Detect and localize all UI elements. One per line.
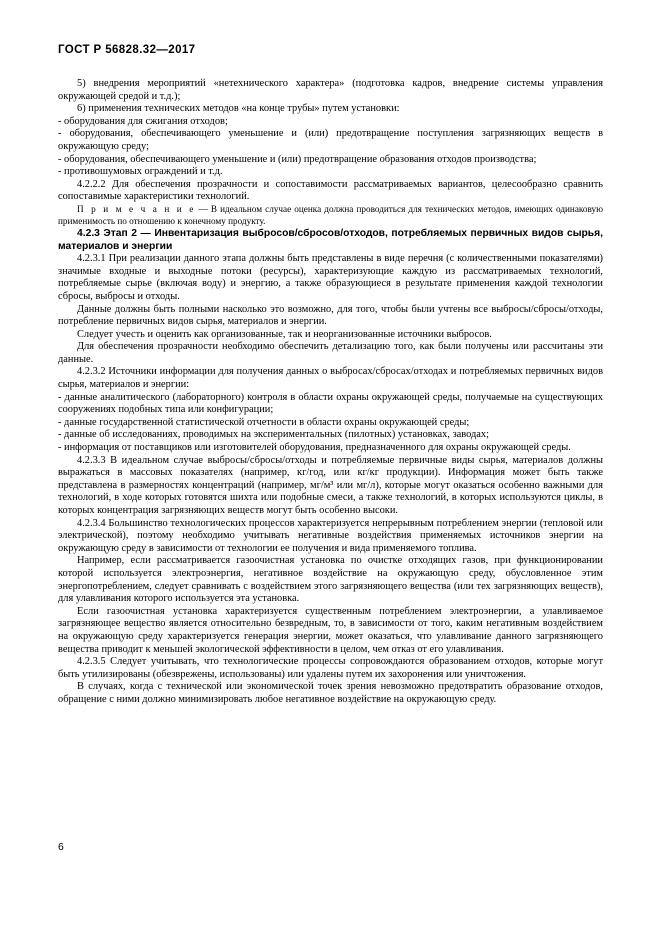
list-item: - оборудования для сжигания отходов;: [58, 115, 228, 127]
paragraph: Данные должны быть полными насколько это возможно, для того, чтобы были учтены все выбросы/сбросы/отходы, потребление первичных видов сырья, материалов и энергии.: [58, 303, 603, 328]
section-heading: 4.2.3 Этап 2 — Инвентаризация выбросов/сбросов/отходов, потребляемых первичных видов сырья, материалов и энергии: [58, 228, 603, 253]
paragraph: 6) применения технических методов «на конце трубы» путем установки:: [77, 103, 400, 115]
note-label: П р и м е ч а н и е: [77, 203, 196, 214]
list-item: - оборудования, обеспечивающего уменьшение и (или) предотвращение поступления загрязняющих веществ в окружающую среду;: [58, 128, 603, 152]
page-number: 6: [58, 841, 64, 853]
list-item: - данные государственной статистической отчетности в области охраны окружающей среды;: [58, 416, 470, 428]
list-item: - данные об исследованиях, проводимых на экспериментальных (пилотных) установках, заводах;: [58, 429, 489, 441]
paragraph: Если газоочистная установка характеризуется существенным потреблением электроэнергии, а улавливаемое загрязняющее вещество является относительно безвредным, то, в зависимости от того, каким негативным воздействием на окружающую среду характеризуется генерация энергии, может оказаться, что улавливание данного загрязняющего вещества приводит к меньшей экологической эффективности в целом, чем отказ от его улавливания.: [58, 605, 603, 655]
page-content: [58, 78, 603, 707]
page-header: ГОСТ Р 56828.32—2017: [58, 44, 196, 56]
list-item: - данные аналитического (лабораторного) контроля в области охраны окружающей среды, получаемые на существующих сооружениях подобных типа или конфигурации;: [58, 391, 603, 416]
paragraph: 4.2.3.5 Следует учитывать, что технологические процессы сопровождаются образованием отходов, которые могут быть утилизированы (обезврежены, использованы) или удалены путем их захоронения или уничтожения.: [58, 656, 603, 680]
paragraph: 4.2.3.1 При реализации данного этапа должны быть представлены в виде перечня (с количественными показателями) значимые входные и выходные потоки (ресурсы), характеризующие каждую из рассматриваемых технологий, потребляемые сырье (включая воду) и энергию, а также образующиеся в результате применения каждой технологии сбросы, выбросы и отходы.: [58, 253, 603, 302]
paragraph: 4.2.3.2 Источники информации для получения данных о выбросах/сбросах/отходах и потребляемых первичных видов сырья, материалов и энергии:: [58, 366, 603, 391]
paragraph: Для обеспечения прозрачности необходимо обеспечить детализацию того, как были получены или рассчитаны эти данные.: [58, 341, 603, 365]
paragraph: Например, если рассматривается газоочистная установка по очистке отходящих газов, при функционировании которой используется электроэнергия, негативное воздействие на окружающую среду, обусловленное этим энергопотреблением, следует сравнивать с воздействием этого загрязняющего вещества (или тех загрязняющих веществ), для улавливания которого используется эта установка.: [58, 555, 603, 605]
list-item: - оборудования, обеспечивающего уменьшение и (или) предотвращение образования отходов производства;: [58, 153, 537, 165]
paragraph: 4.2.3.3 В идеальном случае выбросы/сбросы/отходы и потребляемые первичные виды сырья, материалов должны выражаться в массовых показателях (например, кг/год, или кг/кг продукции). Информация может быть также представлена в размерностях концентраций (например, мг/м³ или мг/л), которые могут оказаться особенно важными для технологий, в ходе которых готовятся шихта или подобные смеси, а также технологий, в которых используются циклы, в которых концентрация загрязняющих веществ могут быть особенно высоки.: [58, 454, 603, 516]
paragraph: Следует учесть и оценить как организованные, так и неорганизованные источники выбросов.: [77, 328, 492, 340]
paragraph: 5) внедрения мероприятий «нетехнического характера» (подготовка кадров, внедрение системы управления окружающей средой и т.д.);: [58, 78, 603, 102]
paragraph: 4.2.2.2 Для обеспечения прозрачности и сопоставимости рассматриваемых вариантов, целесообразно сравнить сопоставимые характеристики технологий.: [58, 178, 603, 203]
list-item: - противошумовых ограждений и т.д.: [58, 166, 223, 178]
paragraph: В случаях, когда с технической или экономической точек зрения невозможно предотвратить образование отходов, обращение с ними должно минимизировать любое негативное воздействие на окружающую среду.: [58, 681, 603, 705]
list-item: - информация от поставщиков или изготовителей оборудования, предназначенного для охраны окружающей среды.: [58, 442, 571, 454]
paragraph: 4.2.3.4 Большинство технологических процессов характеризуется непрерывным потреблением энергии (тепловой или электрической), поэтому необходимо учитывать негативные воздействия применяемых источников энергии на окружающую среду в зависимости от технологии ее получения и вида применяемого топлива.: [58, 517, 603, 554]
note-block: [58, 204, 603, 227]
note-text: — В идеальном случае оценка должна проводиться для технических методов, имеющих одинаковую применимость по отношению к конечному продукту.: [58, 203, 603, 226]
